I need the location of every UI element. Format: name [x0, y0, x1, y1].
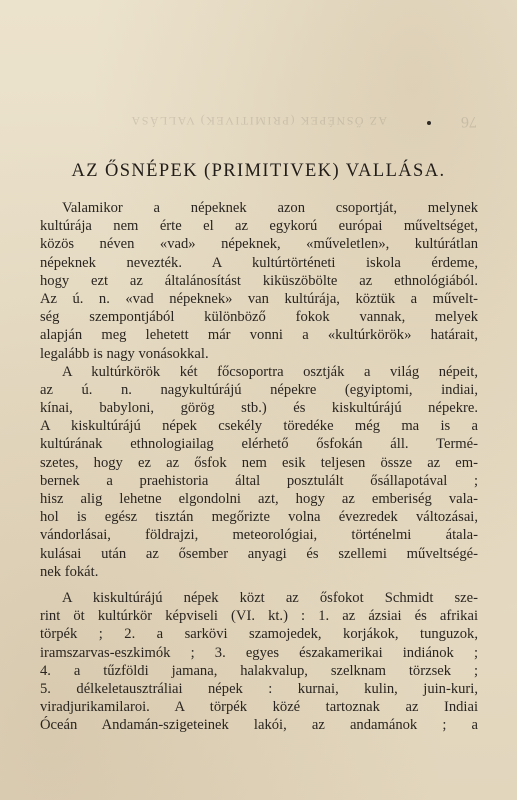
- paragraph-3: [40, 589, 478, 735]
- text-line: nek fokát.: [40, 563, 99, 580]
- chapter-title: AZ ŐSNÉPEK (PRIMITIVEK) VALLÁSA.: [71, 161, 446, 181]
- bleed-through-text: [40, 40, 477, 130]
- text-line: A kiskultúrájú népek csekély töredéke még ma is a: [40, 418, 478, 435]
- text-line: bernek a praehistoria által posztulált ősállapotával ;: [40, 472, 478, 489]
- text-line: kultúrának ethnologiailag elérhető ősfokán áll. Termé-: [40, 436, 478, 453]
- text-line: 5. délkeletausztráliai népek : kurnai, kulin, juin-kuri,: [40, 680, 478, 697]
- text-line: az ú. n. nagykultúrájú népekre (egyiptomi, indiai,: [40, 381, 478, 398]
- text-line: szetes, hogy ez az ősfok nem esik teljesen össze az em-: [40, 454, 478, 471]
- body-text: [40, 199, 478, 734]
- text-line: viradjurikamilaroi. A törpék közé tartoznak az Indiai: [40, 699, 478, 716]
- text-line: vándorlásai, földrajzi, meteorológiai, történelmi átala-: [40, 527, 478, 544]
- text-line: alapján meg lehetett már vonni a «kultúrkörök» határait,: [40, 327, 478, 344]
- text-line: kulásai után az ősember anyagi és szellemi műveltségé-: [40, 545, 478, 562]
- text-line: hisz alig lehetne elgondolni azt, hogy az emberiség vala-: [40, 491, 478, 507]
- text-line: hogy ezt az általánosítást kiküszöbölte az ethnológiából.: [40, 272, 478, 289]
- printer-mark: [427, 121, 431, 125]
- bleed-running-header: AZ ŐSNÉPEK (PRIMITIVEK) VALLÁSA: [129, 114, 388, 128]
- text-line: A kiskultúrájú népek közt az ősfokot Schmidt sze-: [62, 589, 478, 606]
- text-line: ség szempontjából különböző fokok vannak, melyek: [40, 309, 478, 326]
- text-line: legalább is nagy vonásokkal.: [40, 345, 209, 362]
- bleed-page-number: 76: [461, 113, 477, 130]
- text-line: hol is egész tisztán megőrizte volna évezredek változásai,: [40, 509, 478, 526]
- paragraph-1: [40, 199, 478, 363]
- paragraph-2: [40, 363, 478, 581]
- text-line: Valamikor a népeknek azon csoportját, melynek: [62, 200, 478, 216]
- text-line: népeknek nevezték. A kultúrtörténeti iskola érdeme,: [40, 254, 478, 271]
- text-line: 4. a tűzföldi jamana, halakvalup, szelknam törzsek ;: [40, 662, 478, 679]
- text-line: kínai, babyloni, görög stb.) és kiskultúrájú népekre.: [40, 400, 478, 417]
- text-line: közös néven «vad» népeknek, «műveletlen», kultúrátlan: [40, 236, 478, 253]
- text-line: Óceán Andamán-szigeteinek lakói, az andamánok ; a: [40, 717, 478, 734]
- paragraph-gap: [40, 581, 478, 589]
- text-line: kultúrája nem érte el az egykorú európai műveltséget,: [40, 218, 478, 235]
- text-line: törpék ; 2. a sarkövi szamojedek, korjákok, tunguzok,: [40, 626, 478, 643]
- text-line: rint öt kultúrkör képviseli (VI. kt.) : 1. az ázsiai és afrikai: [40, 608, 478, 625]
- text-line: A kultúrkörök két főcsoportra osztják a világ népeit,: [62, 363, 478, 380]
- text-line: iramszarvas-eszkimók ; 3. egyes északamerikai indiánok ;: [40, 644, 478, 661]
- text-line: Az ú. n. «vad népeknek» van kultúrája, köztük a művelt-: [40, 290, 478, 307]
